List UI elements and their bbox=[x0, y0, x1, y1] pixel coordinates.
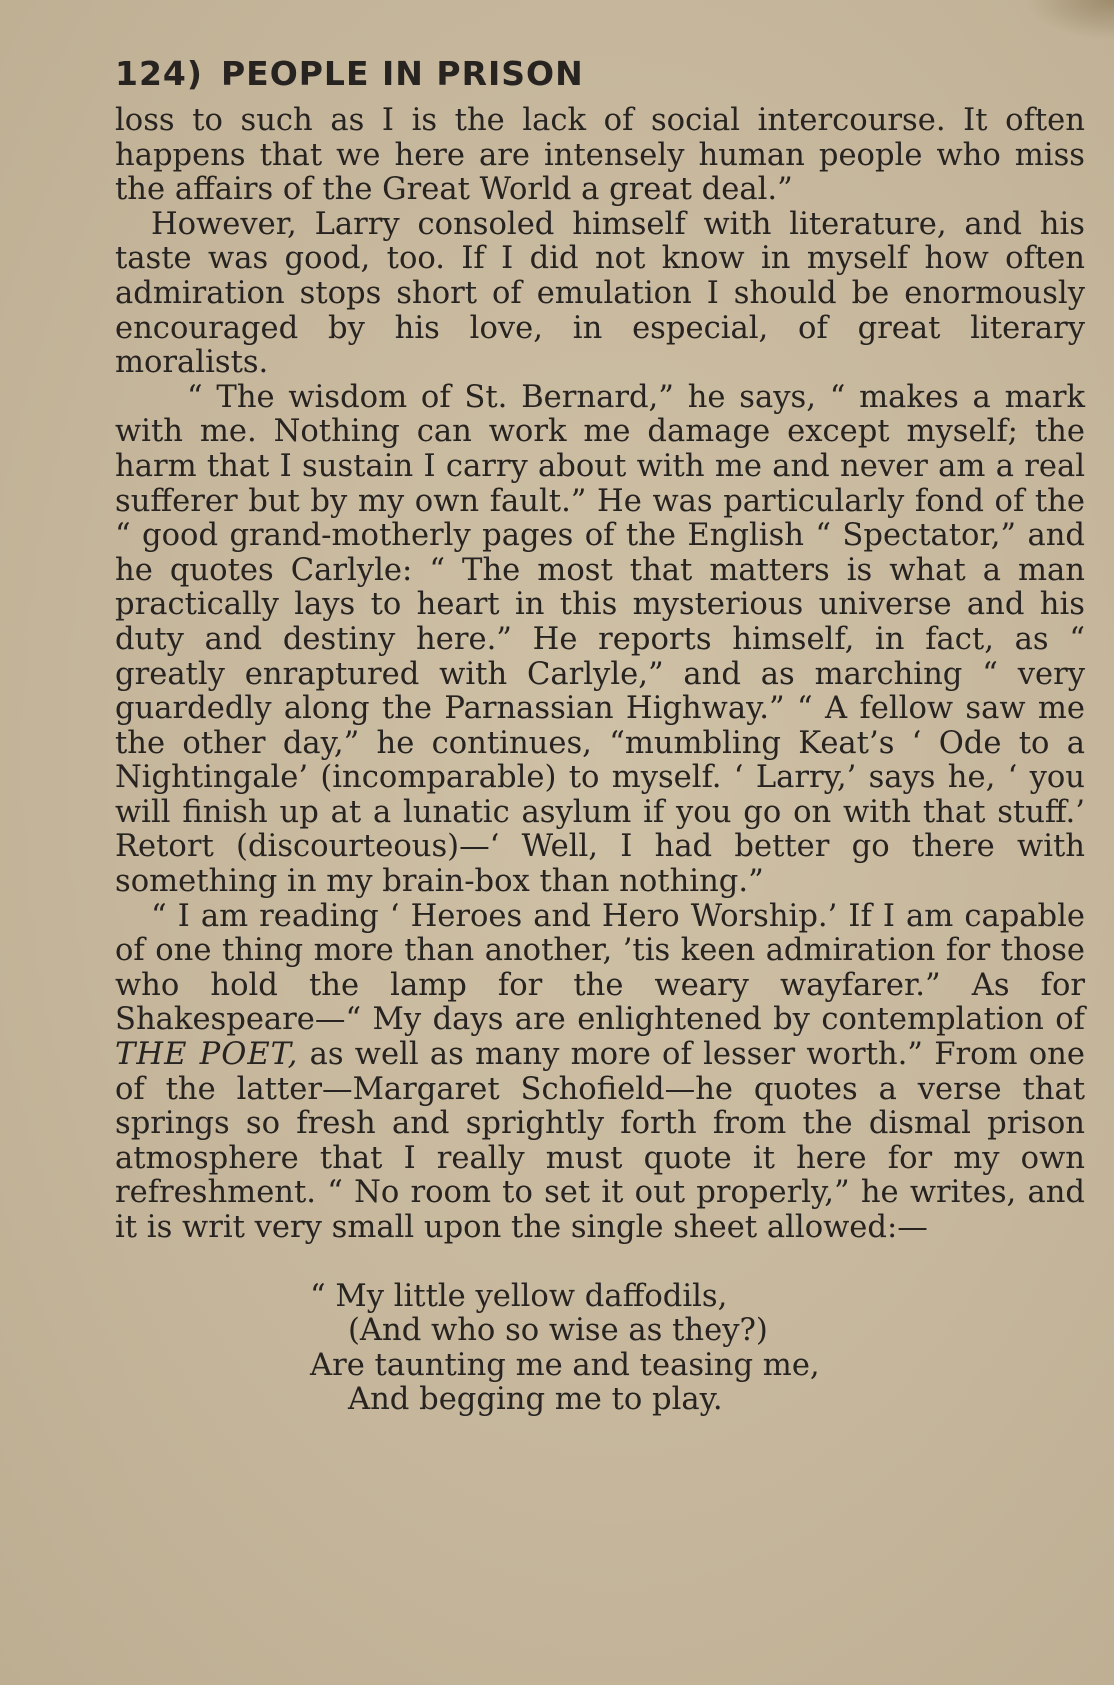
verse-line: Are taunting me and teasing me, bbox=[310, 1347, 820, 1383]
paragraph-heroes-part-2: as well as many more of lesser worth.” From one of the latter—Margaret Schofield—he quotes a verse that springs so fresh and sprightly forth from the dismal prison atmosphere that I really must quote it here for my own refreshment. “ No room to set it out properly,” he writes, and it is writ very small upon the single sheet allowed:— bbox=[115, 1037, 1085, 1245]
paragraph-heroes bbox=[115, 900, 1085, 1246]
paragraph-literature: However, Larry consoled himself with literature, and his taste was good, too. If I did not know in myself how often admiration stops short of emulation I should be enormously encouraged by his love, in especial, of great literary moralists. bbox=[115, 206, 1085, 381]
paragraph-continued: loss to such as I is the lack of social intercourse. It often happens that we here are intensely human people who miss the affairs of the Great World a great deal.” bbox=[115, 103, 1085, 208]
daffodils-verse bbox=[310, 1280, 1085, 1418]
verse-line: And begging me to play. bbox=[348, 1382, 723, 1418]
running-title: PEOPLE IN PRISON bbox=[220, 54, 584, 93]
paragraph-heroes-part-1: “ I am reading ‘ Heroes and Hero Worship.’ If I am capable of one thing more than another, ’tis keen admiration for those who hold the lamp for the weary wayfarer.” As for Shakespeare—“ My days are enlightened by contemplation of bbox=[115, 898, 1085, 1038]
verse-line: “ My little yellow daffodils, bbox=[310, 1278, 728, 1314]
verse-line: (And who so wise as they?) bbox=[348, 1313, 768, 1349]
page-number: 124) bbox=[115, 54, 203, 93]
book-page bbox=[115, 52, 1085, 1418]
the-poet-emphasis: THE POET, bbox=[115, 1037, 299, 1073]
page-corner-stain bbox=[1024, 0, 1114, 40]
running-head bbox=[115, 52, 1085, 96]
paragraph-st-bernard: “ The wisdom of St. Bernard,” he says, “ makes a mark with me. Nothing can work me damage except myself; the harm that I sustain I carry about with me and never am a real sufferer but by my own fault.” He was particularly fond of the “ good grand-motherly pages of the English “ Spectator,” and he quotes Carlyle: “ The most that matters is what a man practically lays to heart in this mysterious universe and his duty and destiny here.” He reports himself, in fact, as “ greatly enraptured with Carlyle,” and as marching “ very guardedly along the Parnassian Highway.” “ A fellow saw me the other day,” he continues, “mumbling Keat’s ‘ Ode to a Nightingale’ (incomparable) to myself. ‘ Larry,’ says he, ‘ you will finish up at a lunatic asylum if you go on with that stuff.’ Retort (discourteous)—‘ Well, I had better go there with something in my brain-box than nothing.” bbox=[115, 379, 1085, 900]
